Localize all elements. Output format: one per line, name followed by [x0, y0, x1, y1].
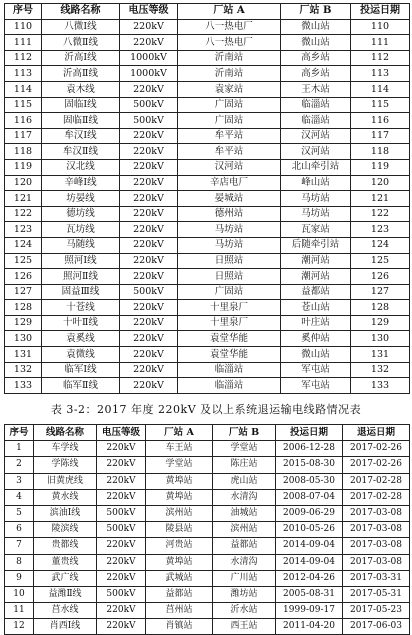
table-cell: 晏城站	[178, 191, 281, 207]
table-cell: 2014-09-04	[276, 554, 343, 570]
table-cell: 114	[351, 81, 410, 97]
table-cell: 220kV	[120, 347, 178, 363]
table-cell: 220kV	[120, 81, 178, 97]
table-cell: 1000kV	[120, 66, 178, 82]
table-cell: 学陈线	[34, 457, 97, 473]
table-row	[5, 81, 410, 97]
table-cell: 112	[351, 50, 410, 66]
table-cell: 微山站	[281, 19, 351, 35]
table-cell: 潍坊站	[213, 586, 276, 602]
table-cell: 2008-05-30	[276, 473, 343, 489]
table-cell: 220kV	[120, 237, 178, 253]
table-cell: 2008-07-04	[276, 489, 343, 505]
table-cell: 220kV	[97, 441, 146, 457]
table-cell: 220kV	[120, 128, 178, 144]
table-cell: 黄埠站	[146, 473, 213, 489]
table-cell: 220kV	[120, 144, 178, 160]
table-cell: 120	[351, 175, 410, 191]
table-cell: 益潍Ⅱ线	[34, 586, 97, 602]
table-cell: 峰山站	[281, 175, 351, 191]
table-cell: 莒水线	[34, 603, 97, 619]
table-row	[5, 113, 410, 129]
table-cell: 2017-05-31	[343, 586, 410, 602]
table-row	[5, 570, 410, 586]
table-cell: 军屯站	[281, 362, 351, 378]
table-cell: 瓦家站	[281, 222, 351, 238]
table-cell: 潮河站	[281, 253, 351, 269]
table-cell: 2009-06-29	[276, 505, 343, 521]
table-cell: 11	[5, 603, 34, 619]
table-cell: 220kV	[97, 457, 146, 473]
table-cell: 220kV	[97, 603, 146, 619]
table-cell: 116	[351, 113, 410, 129]
table-cell: 车王站	[146, 441, 213, 457]
table-cell: 汉北线	[42, 159, 120, 175]
table-cell: 马坊站	[281, 206, 351, 222]
table-cell: 军屯站	[281, 378, 351, 394]
table-cell: 133	[5, 378, 42, 394]
table-cell: 6	[5, 522, 34, 538]
table-cell: 220kV	[120, 269, 178, 285]
table-cell: 500kV	[120, 97, 178, 113]
table-cell: 220kV	[120, 206, 178, 222]
table-cell: 2017-03-31	[343, 570, 410, 586]
table-cell: 日照站	[178, 269, 281, 285]
table-cell: 苍山站	[281, 300, 351, 316]
table-cell: 128	[5, 300, 42, 316]
table-cell: 滨油Ⅰ线	[34, 505, 97, 521]
table-cell: 133	[351, 378, 410, 394]
table-cell: 固益Ⅲ线	[42, 284, 120, 300]
table-cell: 111	[5, 35, 42, 51]
table-cell: 118	[5, 144, 42, 160]
table-cell: 微山站	[281, 347, 351, 363]
table-cell: 114	[5, 81, 42, 97]
table-cell: 广固站	[178, 284, 281, 300]
table-cell: 2017-02-26	[343, 457, 410, 473]
table-cell: 照河Ⅰ线	[42, 253, 120, 269]
table-cell: 袁家站	[178, 81, 281, 97]
table-cell: 2017-05-23	[343, 603, 410, 619]
table-cell: 132	[5, 362, 42, 378]
table-cell: 奚仲站	[281, 331, 351, 347]
table-cell: 八一热电厂	[178, 35, 281, 51]
table-cell: 110	[351, 19, 410, 35]
table-cell: 河贵站	[146, 538, 213, 554]
table-cell: 119	[5, 159, 42, 175]
table-cell: 115	[5, 97, 42, 113]
table-cell: 八微Ⅰ线	[42, 19, 120, 35]
table-cell: 500kV	[97, 522, 146, 538]
table-row	[5, 362, 410, 378]
table-row	[5, 603, 410, 619]
table-cell: 125	[351, 253, 410, 269]
table-row	[5, 19, 410, 35]
table-row	[5, 347, 410, 363]
table-cell: 油城站	[213, 505, 276, 521]
table-cell: 沂高Ⅱ线	[42, 66, 120, 82]
table-row	[5, 441, 410, 457]
table-cell: 1000kV	[120, 50, 178, 66]
table-row	[5, 144, 410, 160]
table-cell: 高乡站	[281, 66, 351, 82]
table-cell: 130	[351, 331, 410, 347]
table-cell: 沂南站	[178, 66, 281, 82]
table-cell: 130	[5, 331, 42, 347]
table-row	[5, 538, 410, 554]
table-cell: 肖镇站	[146, 619, 213, 635]
table-cell: 123	[5, 222, 42, 238]
table-cell: 袁奚线	[42, 331, 120, 347]
table-cell: 113	[351, 66, 410, 82]
table-cell: 黄水线	[34, 489, 97, 505]
table-cell: 叶庄站	[281, 315, 351, 331]
table-cell: 2011-04-20	[276, 619, 343, 635]
column-header: 厂站 A	[178, 4, 281, 20]
operating-lines-table	[4, 3, 410, 394]
table-cell: 旧黄虎线	[34, 473, 97, 489]
table-cell: 潮河站	[281, 269, 351, 285]
table-cell: 122	[5, 206, 42, 222]
table-cell: 500kV	[97, 505, 146, 521]
table-cell: 2006-12-28	[276, 441, 343, 457]
table-cell: 5	[5, 505, 34, 521]
table-cell: 临淄站	[281, 97, 351, 113]
table-cell: 西王站	[213, 619, 276, 635]
table-cell: 117	[351, 128, 410, 144]
table-cell: 2017-02-28	[343, 473, 410, 489]
table-cell: 121	[351, 191, 410, 207]
table-cell: 汉河站	[178, 159, 281, 175]
table-row	[5, 473, 410, 489]
table-cell: 日照站	[178, 253, 281, 269]
table-caption: 表 3-2：2017 年度 220kV 及以上系统退运输电线路情况表	[50, 403, 362, 416]
table-row	[5, 253, 410, 269]
table-cell: 2005-08-31	[276, 586, 343, 602]
column-header: 厂站 B	[281, 4, 351, 20]
table-cell: 220kV	[97, 554, 146, 570]
table-cell: 119	[351, 159, 410, 175]
table-cell: 116	[5, 113, 42, 129]
table-cell: 牟汉Ⅱ线	[42, 144, 120, 160]
table-cell: 水清沟	[213, 554, 276, 570]
table-cell: 115	[351, 97, 410, 113]
table-cell: 500kV	[120, 113, 178, 129]
table-cell: 2017-03-08	[343, 505, 410, 521]
table-cell: 220kV	[120, 315, 178, 331]
table-row	[5, 554, 410, 570]
table-cell: 9	[5, 570, 34, 586]
table-cell: 滨州站	[213, 522, 276, 538]
table-cell: 220kV	[120, 222, 178, 238]
column-header: 序号	[5, 425, 34, 441]
table-cell: 车学线	[34, 441, 97, 457]
table-cell: 学堂站	[213, 441, 276, 457]
table-row	[5, 269, 410, 285]
table-cell: 500kV	[120, 284, 178, 300]
column-header: 厂站 A	[146, 425, 213, 441]
table-cell: 八一热电厂	[178, 19, 281, 35]
column-header: 序号	[5, 4, 42, 20]
table-cell: 125	[5, 253, 42, 269]
table-cell: 2010-05-26	[276, 522, 343, 538]
table-cell: 临淄站	[178, 362, 281, 378]
table-row	[5, 206, 410, 222]
table-cell: 2017-02-28	[343, 489, 410, 505]
table-row	[5, 237, 410, 253]
table-cell: 122	[351, 206, 410, 222]
table-cell: 126	[351, 269, 410, 285]
table-cell: 滨州站	[146, 505, 213, 521]
table-cell: 马随线	[42, 237, 120, 253]
table-row	[5, 175, 410, 191]
table-cell: 128	[351, 300, 410, 316]
table-row	[5, 505, 410, 521]
table-cell: 129	[5, 315, 42, 331]
table-cell: 肖西Ⅰ线	[34, 619, 97, 635]
table-cell: 118	[351, 144, 410, 160]
table-cell: 220kV	[120, 300, 178, 316]
table-cell: 学堂站	[146, 457, 213, 473]
table-cell: 2017-03-08	[343, 538, 410, 554]
table-cell: 111	[351, 35, 410, 51]
table-cell: 沂高Ⅰ线	[42, 50, 120, 66]
table-cell: 陵滨线	[34, 522, 97, 538]
table-cell: 贵都线	[34, 538, 97, 554]
table-cell: 2012-04-26	[276, 570, 343, 586]
table-row	[5, 489, 410, 505]
table-cell: 4	[5, 489, 34, 505]
table-cell: 微山站	[281, 35, 351, 51]
table-cell: 8	[5, 554, 34, 570]
table-cell: 益都站	[213, 538, 276, 554]
table-cell: 112	[5, 50, 42, 66]
table-cell: 后随牵引站	[281, 237, 351, 253]
table-cell: 131	[5, 347, 42, 363]
table-cell: 120	[5, 175, 42, 191]
table-cell: 沂水站	[213, 603, 276, 619]
table-cell: 辛峰Ⅰ线	[42, 175, 120, 191]
table-cell: 益都站	[281, 284, 351, 300]
table-cell: 武城站	[146, 570, 213, 586]
table-cell: 220kV	[120, 191, 178, 207]
table-row	[5, 315, 410, 331]
table-cell: 武广线	[34, 570, 97, 586]
table-row	[5, 457, 410, 473]
table-cell: 董贵线	[34, 554, 97, 570]
table-cell: 127	[5, 284, 42, 300]
table-cell: 临军Ⅱ线	[42, 378, 120, 394]
table-cell: 固临Ⅰ线	[42, 97, 120, 113]
table-cell: 临淄站	[178, 378, 281, 394]
table-row	[5, 222, 410, 238]
table-cell: 220kV	[120, 331, 178, 347]
table-cell: 莒州站	[146, 603, 213, 619]
table-cell: 220kV	[120, 19, 178, 35]
column-header: 电压等级	[120, 4, 178, 20]
column-header: 厂站 B	[213, 425, 276, 441]
table-cell: 113	[5, 66, 42, 82]
table-row	[5, 284, 410, 300]
table-cell: 固临Ⅱ线	[42, 113, 120, 129]
table-cell: 陵县站	[146, 522, 213, 538]
table-cell: 220kV	[120, 159, 178, 175]
table-cell: 黄埠站	[146, 554, 213, 570]
table-cell: 2017-03-08	[343, 522, 410, 538]
table-cell: 124	[351, 237, 410, 253]
table-cell: 2017-06-03	[343, 619, 410, 635]
table-cell: 广固站	[178, 113, 281, 129]
table-cell: 临淄站	[281, 113, 351, 129]
table-cell: 汉河站	[281, 144, 351, 160]
table-cell: 德坊线	[42, 206, 120, 222]
table-cell: 117	[5, 128, 42, 144]
table-cell: 121	[5, 191, 42, 207]
table-row	[5, 35, 410, 51]
table-cell: 广固站	[178, 97, 281, 113]
table-cell: 沂南站	[178, 50, 281, 66]
table-cell: 坊晏线	[42, 191, 120, 207]
table-cell: 十里泉厂	[178, 315, 281, 331]
column-header: 电压等级	[97, 425, 146, 441]
table-cell: 临军Ⅰ线	[42, 362, 120, 378]
table-cell: 马坊站	[281, 191, 351, 207]
table-row	[5, 191, 410, 207]
table-cell: 黄埠站	[146, 489, 213, 505]
table-cell: 10	[5, 586, 34, 602]
table-cell: 132	[351, 362, 410, 378]
table-cell: 水清沟	[213, 489, 276, 505]
table-cell: 3	[5, 473, 34, 489]
table-row	[5, 50, 410, 66]
table-cell: 12	[5, 619, 34, 635]
table-header-row	[5, 425, 410, 441]
table-cell: 126	[5, 269, 42, 285]
table-cell: 220kV	[97, 489, 146, 505]
table-cell: 129	[351, 315, 410, 331]
table-cell: 1999-09-17	[276, 603, 343, 619]
table-cell: 牟平站	[178, 128, 281, 144]
table-row	[5, 378, 410, 394]
table-cell: 照河Ⅱ线	[42, 269, 120, 285]
table-cell: 220kV	[120, 378, 178, 394]
table-cell: 袁堂华能	[178, 331, 281, 347]
table-cell: 袁微线	[42, 347, 120, 363]
table-row	[5, 159, 410, 175]
table-cell: 1	[5, 441, 34, 457]
table-row	[5, 128, 410, 144]
table-cell: 十里泉厂	[178, 300, 281, 316]
table-cell: 220kV	[97, 538, 146, 554]
table-cell: 袁堂华能	[178, 347, 281, 363]
table-cell: 2014-09-04	[276, 538, 343, 554]
table-cell: 牟平站	[178, 144, 281, 160]
table-cell: 220kV	[120, 175, 178, 191]
table-cell: 500kV	[97, 586, 146, 602]
table-cell: 220kV	[120, 362, 178, 378]
table-header-row	[5, 4, 410, 20]
table-cell: 220kV	[97, 473, 146, 489]
table-row	[5, 586, 410, 602]
table-row	[5, 300, 410, 316]
table-cell: 益都站	[146, 586, 213, 602]
table-cell: 牟汉Ⅰ线	[42, 128, 120, 144]
column-header: 投运日期	[351, 4, 410, 20]
column-header: 投运日期	[276, 425, 343, 441]
table-cell: 2	[5, 457, 34, 473]
table-cell: 王木站	[281, 81, 351, 97]
table-cell: 110	[5, 19, 42, 35]
table-row	[5, 66, 410, 82]
table-cell: 131	[351, 347, 410, 363]
table-cell: 123	[351, 222, 410, 238]
table-cell: 十叶Ⅱ线	[42, 315, 120, 331]
table-cell: 124	[5, 237, 42, 253]
table-cell: 广川站	[213, 570, 276, 586]
table-cell: 220kV	[120, 253, 178, 269]
table-cell: 八微Ⅱ线	[42, 35, 120, 51]
column-header: 线路名称	[42, 4, 120, 20]
table-cell: 陈庄站	[213, 457, 276, 473]
table-cell: 十苍线	[42, 300, 120, 316]
table-cell: 220kV	[97, 570, 146, 586]
column-header: 线路名称	[34, 425, 97, 441]
table-cell: 127	[351, 284, 410, 300]
table-cell: 袁木线	[42, 81, 120, 97]
table-cell: 220kV	[97, 619, 146, 635]
table-cell: 2017-02-26	[343, 441, 410, 457]
table-cell: 虎山站	[213, 473, 276, 489]
retired-lines-table	[4, 424, 410, 635]
table-row	[5, 97, 410, 113]
table-cell: 马坊站	[178, 237, 281, 253]
table-row	[5, 619, 410, 635]
table-cell: 汉河站	[281, 128, 351, 144]
table-cell: 北山牵引站	[281, 159, 351, 175]
table-cell: 德州站	[178, 206, 281, 222]
table-cell: 瓦坊线	[42, 222, 120, 238]
table-row	[5, 331, 410, 347]
table-row	[5, 522, 410, 538]
table-cell: 7	[5, 538, 34, 554]
table-cell: 马坊站	[178, 222, 281, 238]
table-cell: 2017-03-08	[343, 554, 410, 570]
column-header: 退运日期	[343, 425, 410, 441]
table-cell: 220kV	[120, 35, 178, 51]
table-cell: 高乡站	[281, 50, 351, 66]
table-cell: 2015-08-30	[276, 457, 343, 473]
table-cell: 辛店电厂	[178, 175, 281, 191]
